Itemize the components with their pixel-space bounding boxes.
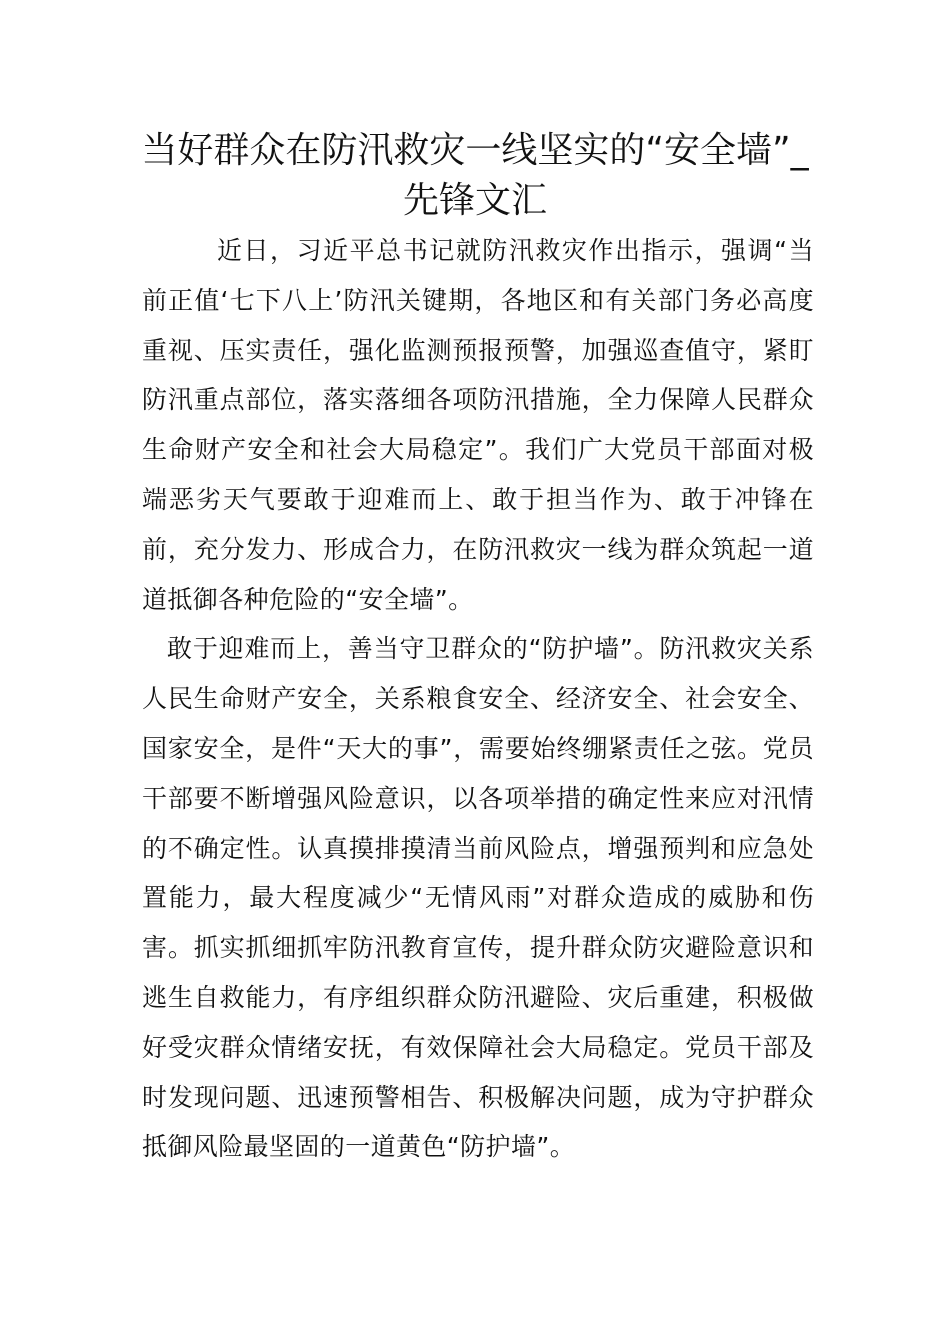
- document-title: 当好群众在防汛救灾一线坚实的“安全墙”_先锋文汇: [141, 130, 809, 221]
- paragraph-protective-wall: 敢于迎难而上，善当守卫群众的“防护墙”。防汛救灾关系人民生命财产安全，关系粮食安全、经济安全、社会安全、国家安全，是件“天大的事”，需要始终绷紧责任之弦。党员干部要不断增强风险意识，以各项举措的确定性来应对汛情的不确定性。认真摸排摸清当前风险点，增强预判和应急处置能力，最大程度减少“无情风雨”对群众造成的威胁和伤害。抓实抓细抓牢防汛教育宣传，提升群众防灾避险意识和逃生自救能力，有序组织群众防汛避险、灾后重建，积极做好受灾群众情绪安抚，有效保障社会大局稳定。党员干部及时发现问题、迅速预警相告、积极解决问题，成为守护群众抵御风险最坚固的一道黄色“防护墙”。: [142, 634, 814, 1162]
- paragraph-intro: 近日，习近平总书记就防汛救灾作出指示，强调“当前正值‘七下八上’防汛关键期，各地区和有关部门务必高度重视、压实责任，强化监测预报预警，加强巡查值守，紧盯防汛重点部位，落实落细各项防汛措施，全力保障人民群众生命财产安全和社会大局稳定”。我们广大党员干部面对极端恶劣天气要敢于迎难而上、敢于担当作为、敢于冲锋在前，充分发力、形成合力，在防汛救灾一线为群众筑起一道道抵御各种危险的“安全墙”。: [142, 236, 814, 614]
- document-body: [142, 226, 814, 1172]
